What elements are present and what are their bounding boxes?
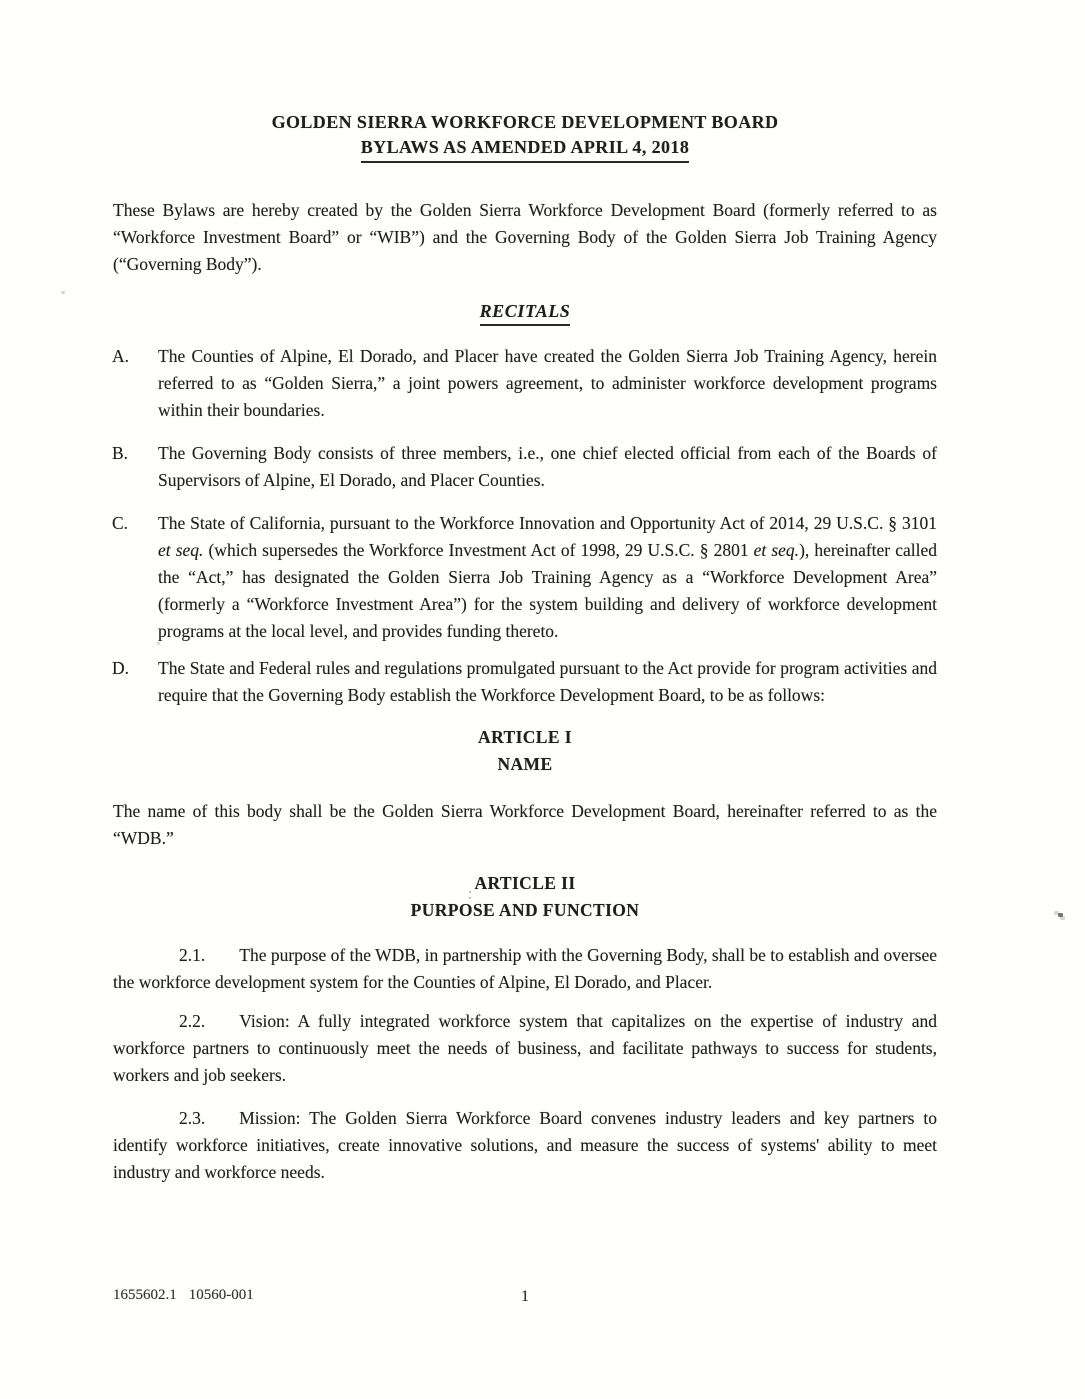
article-2-heading [113,870,937,924]
recital-c-text-3: ), hereinafter called the “Act,” has designated the Golden Sierra Job Training Agency as a “Workforce Development Area” (formerly a “Workforce Investment Area”) for the system building and delivery of workforce development programs at the local level, and provides funding thereto. [158,540,937,641]
document-title-line2: BYLAWS AS AMENDED APRIL 4, 2018 [361,135,689,163]
article-2-heading-number: ARTICLE II [474,873,576,893]
recital-c-latin-1: et seq. [158,540,204,560]
document-title-line2-wrap [113,135,937,163]
section-2-3-text: Mission: The Golden Sierra Workforce Board convenes industry leaders and key partners to identify workforce initiatives, create innovative solutions, and measure the success of systems' ability to meet industry and workforce needs. [113,1108,937,1182]
recital-c-text-1: The State of California, pursuant to the Workforce Innovation and Opportunity Act of 2014, 29 U.S.C. § 3101 [158,513,937,533]
recital-text-b: The Governing Body consists of three members, i.e., one chief elected official from each of the Boards of Supervisors of Alpine, El Dorado, and Placer Counties. [158,443,937,490]
section-2-2-number: 2.2. [179,1011,206,1031]
recital-label-d: D. [112,658,130,678]
recital-item-b [113,440,937,494]
document-title [113,110,937,163]
article-1-heading-name: NAME [497,754,553,774]
footer-matter-number: 10560-001 [188,1287,254,1303]
article-1-heading [113,724,937,778]
document-title-line1: GOLDEN SIERRA WORKFORCE DEVELOPMENT BOARD [271,112,779,132]
scan-artifact-speck [1058,913,1063,917]
recital-c-text-2: (which supersedes the Workforce Investment Act of 1998, 29 U.S.C. § 2801 [203,540,754,560]
recital-item-d [113,655,937,709]
recital-item-a [113,343,937,424]
scan-artifact-speck [157,642,160,645]
article-2-heading-name: PURPOSE AND FUNCTION [410,900,640,920]
section-2-1-number: 2.1. [179,945,206,965]
intro-paragraph: These Bylaws are hereby created by the Golden Sierra Workforce Development Board (formerly referred to as “Workforce Investment Board” or “WIB”) and the Governing Body of the Golden Sierra Job Training Agency (“Governing Body”). [113,200,937,274]
section-2-1 [113,942,937,996]
footer-page-number: 1 [521,1288,529,1305]
recital-item-c [113,510,937,645]
recital-label-c: C. [112,513,129,533]
recital-label-b: B. [112,443,129,463]
recital-text-d: The State and Federal rules and regulations promulgated pursuant to the Act provide for program activities and require that the Governing Body establish the Workforce Development Board, to be as follows: [158,658,937,705]
section-2-1-text: The purpose of the WDB, in partnership with the Governing Body, shall be to establish and oversee the workforce development system for the Counties of Alpine, El Dorado, and Placer. [113,945,937,992]
article-1-heading-number: ARTICLE I [478,727,572,747]
section-2-2-text: Vision: A fully integrated workforce system that capitalizes on the expertise of industry and workforce partners to continuously meet the needs of business, and facilitate pathways to success for students, workers and job seekers. [113,1011,937,1085]
recitals-heading-text: RECITALS [480,298,571,326]
section-2-3-number: 2.3. [179,1108,206,1128]
document-content [113,110,937,1186]
recital-label-a: A. [112,346,130,366]
recital-c-latin-2: et seq. [753,540,800,560]
section-2-2 [113,1008,937,1089]
recitals-heading [113,298,937,326]
recital-text-c [158,510,937,645]
footer-doc-number: 1655602.1 [113,1287,177,1303]
scan-artifact-speck [61,291,65,294]
article-1-body: The name of this body shall be the Golden Sierra Workforce Development Board, hereinafter referred to as the “WDB.” [113,801,937,848]
section-2-3 [113,1105,937,1186]
scan-artifact-speck [469,891,471,893]
recital-text-a: The Counties of Alpine, El Dorado, and Placer have created the Golden Sierra Job Training Agency, herein referred to as “Golden Sierra,” a joint powers agreement, to administer workforce development programs within their boundaries. [158,346,937,420]
